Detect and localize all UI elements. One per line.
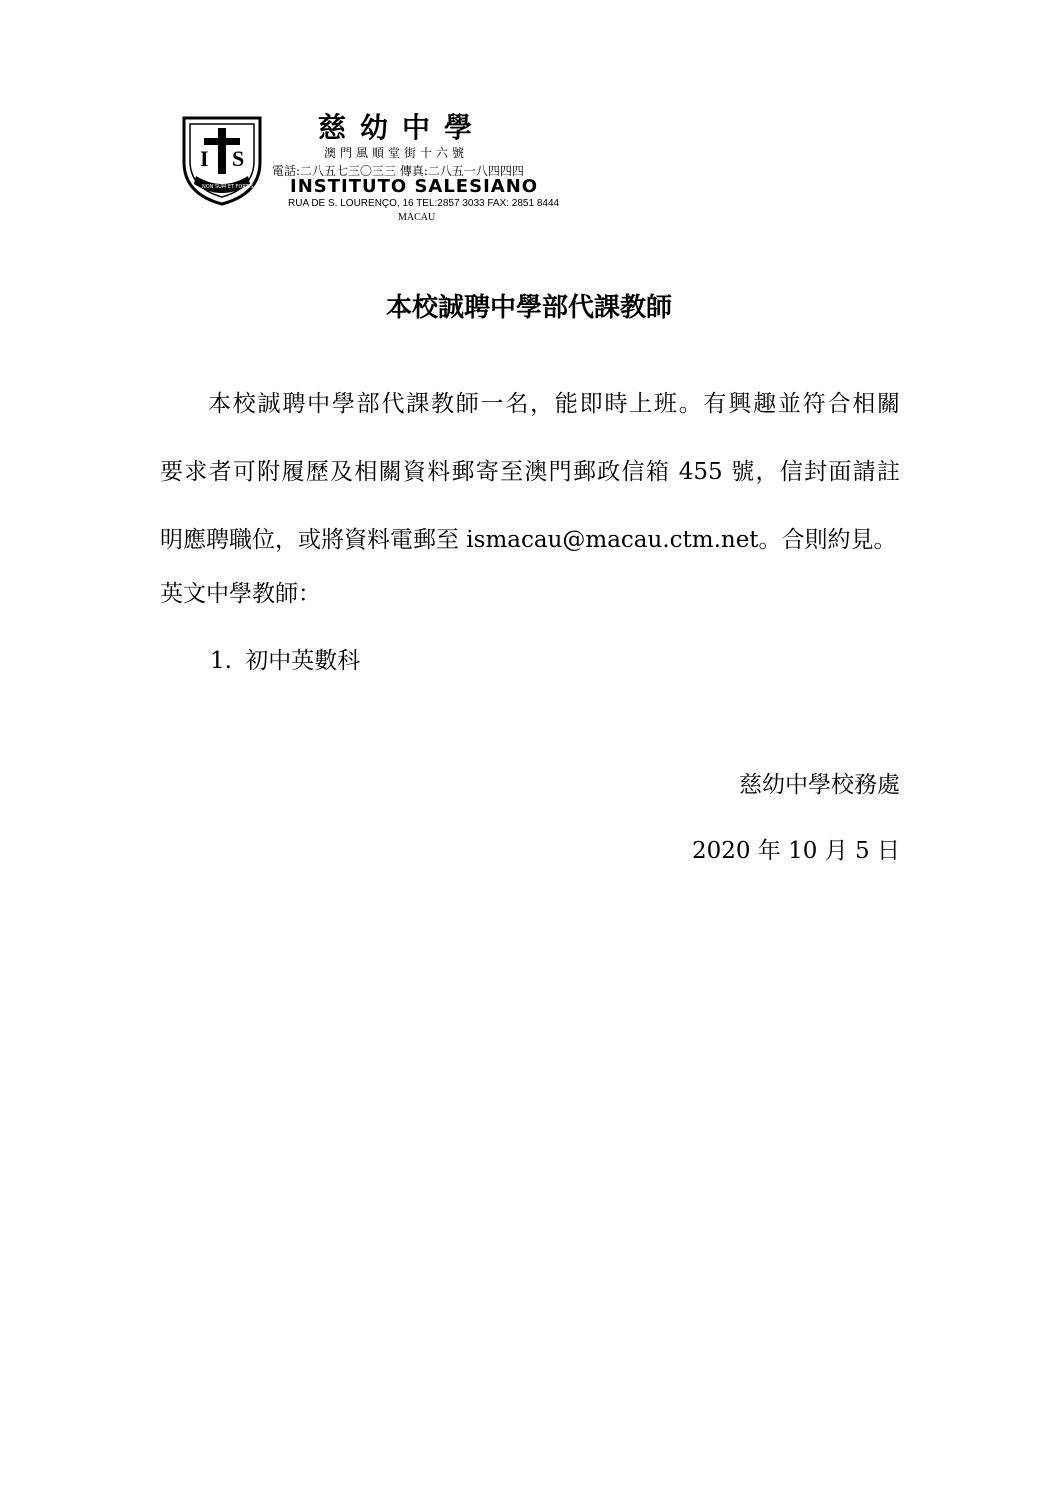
list-item-text: 初中英數科: [245, 648, 361, 674]
school-crest-logo: [178, 112, 266, 206]
list-item-number: 1.: [210, 648, 232, 674]
signature-date: 2020 年 10 月 5 日: [692, 838, 900, 864]
school-chinese-contact: 電話:二八五七三〇三三 傳真:二八五一八四四四: [272, 164, 524, 178]
list-item: [210, 642, 360, 675]
svg-text:I: I: [200, 146, 209, 171]
notice-body: [160, 370, 900, 574]
svg-text:S: S: [232, 146, 245, 171]
school-english-name: INSTITUTO SALESIANO: [290, 176, 539, 197]
school-chinese-address: 澳門風順堂街十六號: [324, 146, 469, 160]
body-line-2: 要求者可附履歷及相關資料郵寄至澳門郵政信箱 455 號，信封面請註: [160, 459, 900, 485]
body-line-3: 明應聘職位，或將資料電郵至 ismacau@macau.ctm.net。合則約見。: [160, 527, 897, 553]
position-heading: 英文中學教師：: [160, 581, 321, 607]
school-english-city: MACAU: [398, 212, 436, 223]
signature-office: 慈幼中學校務處: [739, 772, 900, 798]
svg-text:NON SUM ET FORTIS: NON SUM ET FORTIS: [202, 184, 254, 190]
notice-title: 本校誠聘中學部代課教師: [385, 293, 672, 323]
school-chinese-name: 慈幼中學: [318, 111, 487, 144]
letterhead: [178, 106, 578, 226]
school-english-address: RUA DE S. LOURENÇO, 16 TEL:2857 3033 FAX: 2851 8444: [288, 198, 560, 209]
body-line-1: 本校誠聘中學部代課教師一名，能即時上班。有興趣並符合相關: [208, 391, 900, 417]
